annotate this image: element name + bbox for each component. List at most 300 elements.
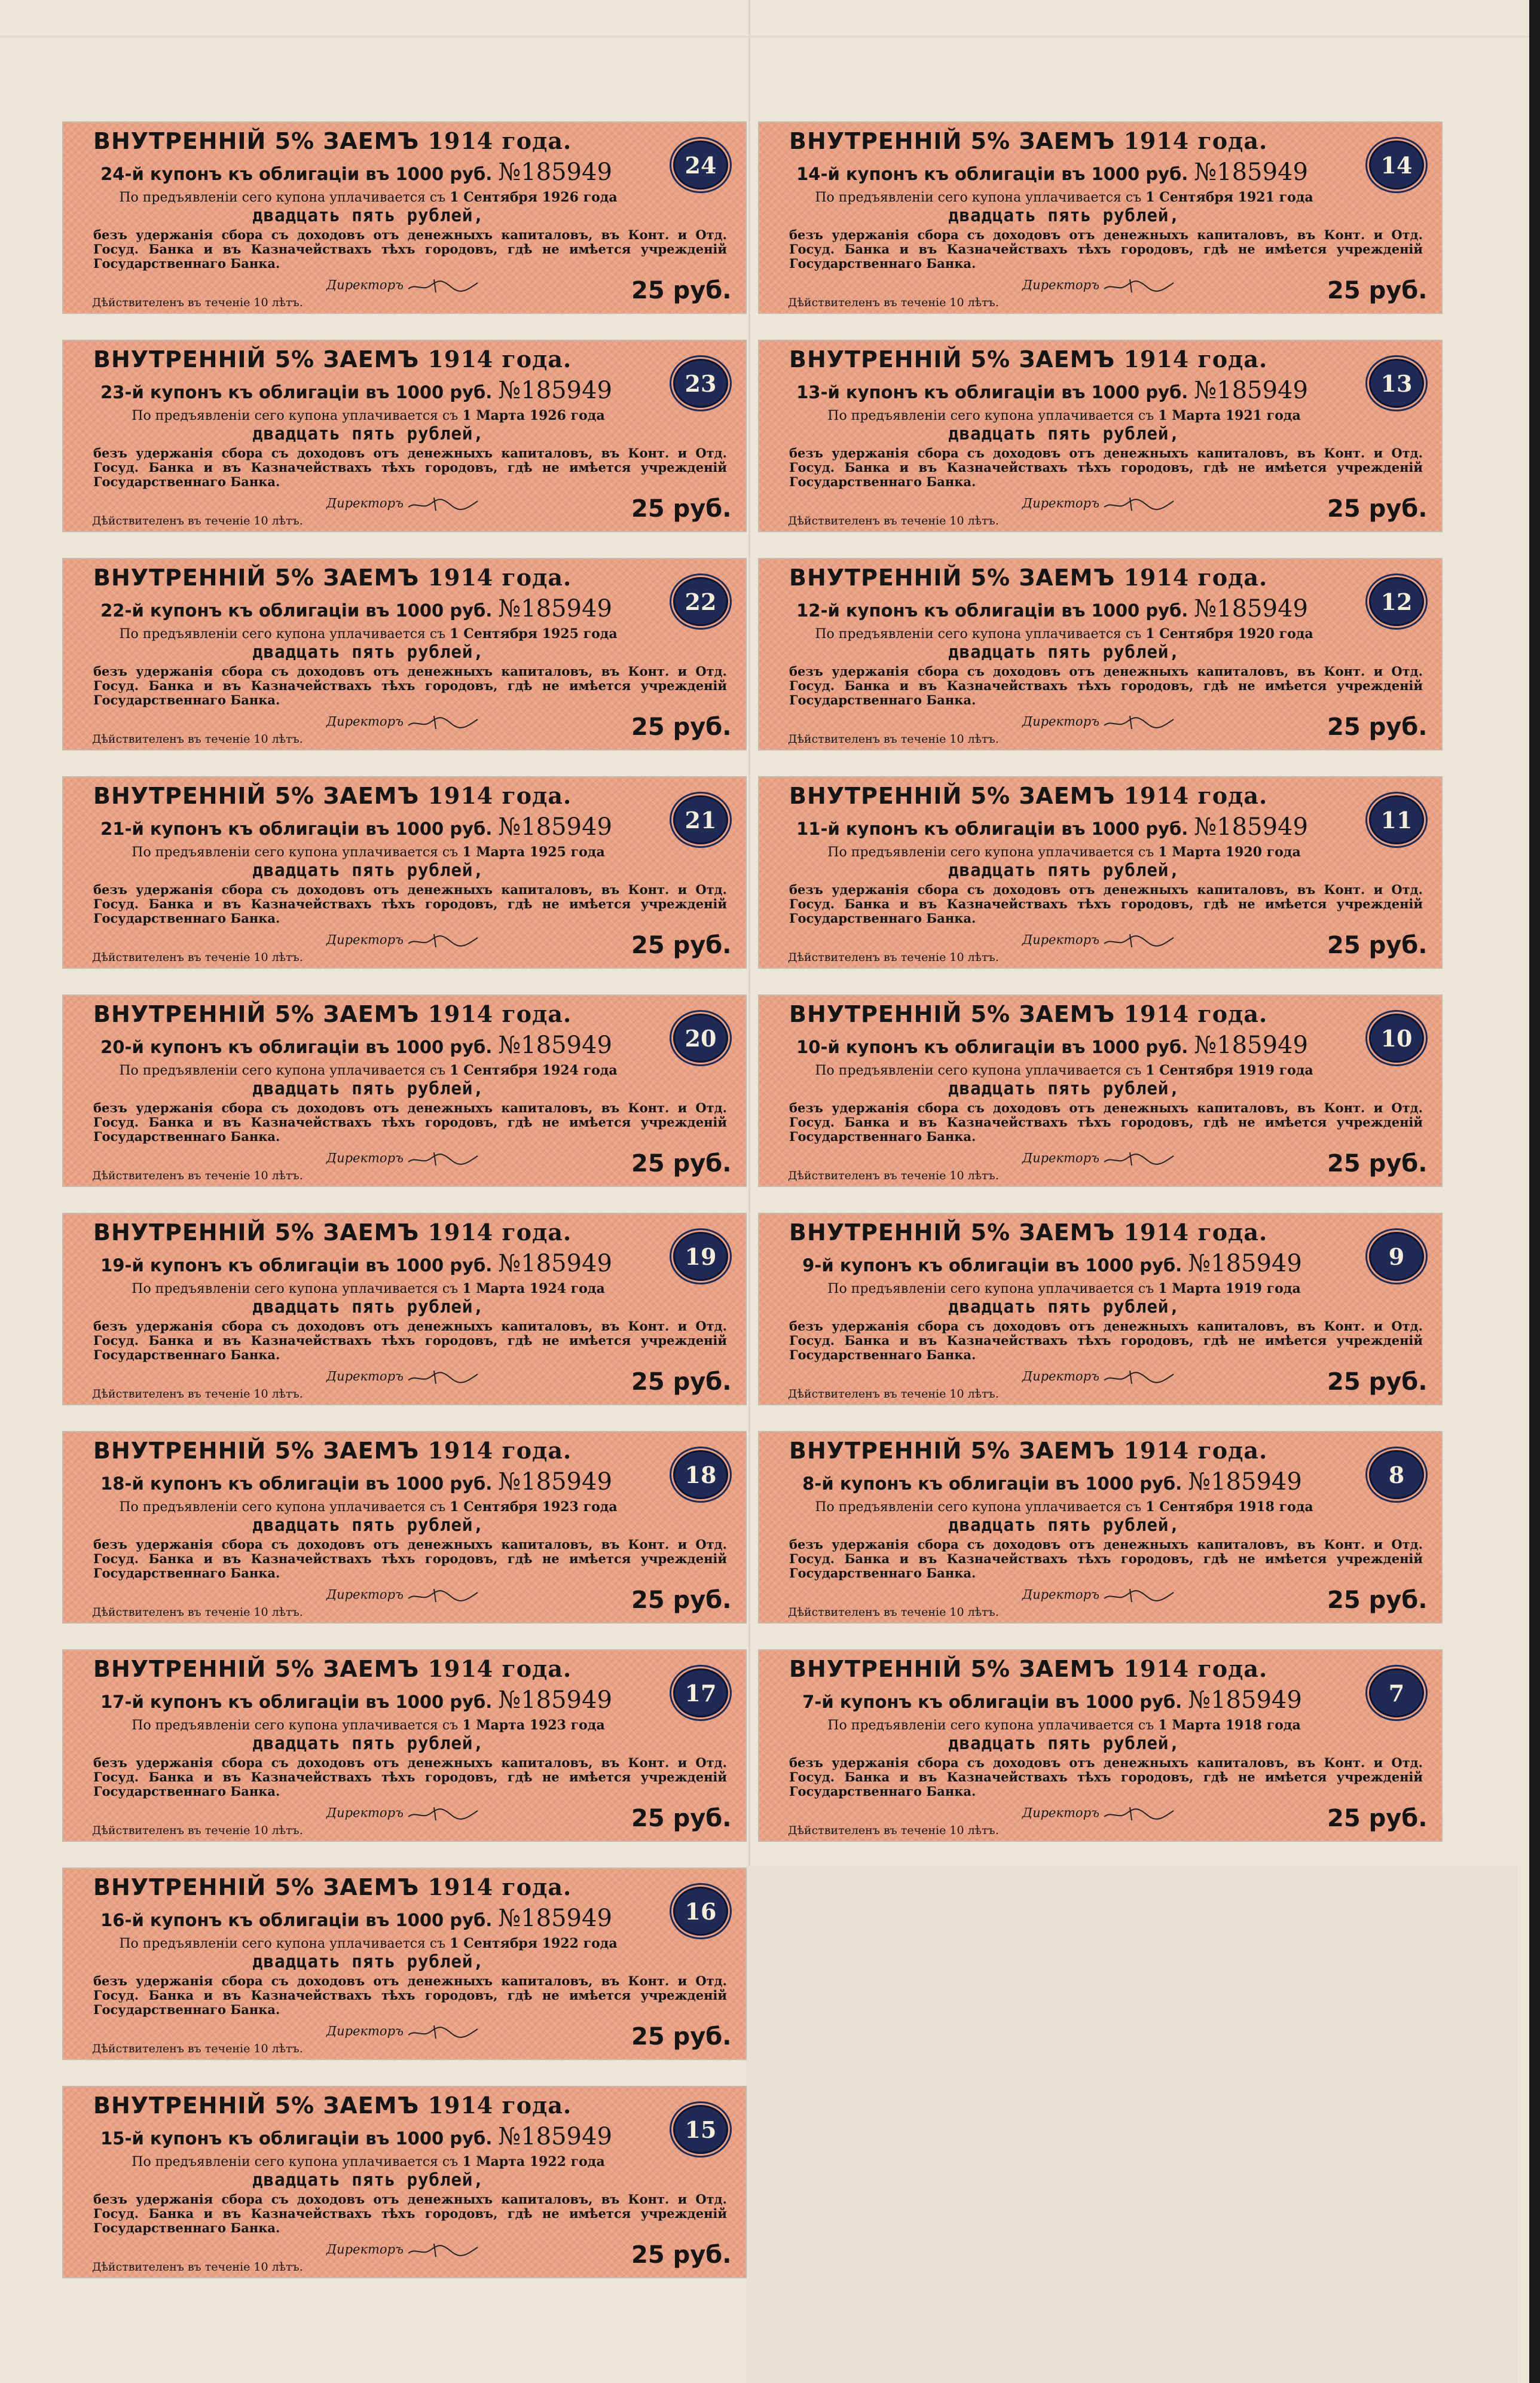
validity-text: Дѣйствителенъ въ теченіе 10 лѣтъ. [788,296,999,309]
coupon-ordinal: 16-й [100,1910,144,1930]
director-signature [326,1805,479,1823]
signature-icon [1103,1368,1175,1386]
redeem-date: 1 Сентября 1919 года [1145,1063,1313,1078]
amount-words: двадцать пять рублей, [252,642,484,662]
validity-text: Дѣйствителенъ въ теченіе 10 лѣтъ. [92,296,303,309]
redeem-line [81,626,655,642]
amount-words: двадцать пять рублей, [948,860,1180,880]
redeem-line [777,1717,1351,1733]
validity-text: Дѣйствителенъ въ теченіе 10 лѣтъ. [788,1824,999,1837]
coupon-price: 25 руб. [631,932,732,959]
redeem-prefix: По предъявленіи сего купона уплачивается съ [827,845,1154,860]
coupon-heading-text: ВНУТРЕННІЙ 5% ЗАЕМЪ [93,1001,420,1027]
validity-text: Дѣйствителенъ въ теченіе 10 лѣтъ. [92,733,303,746]
amount-words: двадцать пять рублей, [948,1515,1180,1535]
redeem-prefix: По предъявленіи сего купона уплачивается съ [132,408,459,423]
serial-number: №185949 [1194,1032,1308,1059]
coupon-price: 25 руб. [631,1368,732,1396]
director-signature [1022,495,1175,513]
director-label: Директоръ [326,714,404,729]
coupon-heading [789,1437,1309,1464]
director-label: Директоръ [1022,1151,1100,1165]
coupon-12 [758,558,1443,750]
coupon-ordinal: 22-й [100,600,144,621]
coupon-ordinal: 7-й [802,1692,834,1712]
director-signature [1022,1368,1175,1386]
redeem-date: 1 Сентября 1920 года [1145,626,1313,642]
coupon-heading-text: ВНУТРЕННІЙ 5% ЗАЕМЪ [93,128,420,154]
coupon-ordinal: 13-й [796,382,840,402]
director-label: Директоръ [326,1151,404,1165]
director-signature [1022,932,1175,950]
coupon-suffix: купонъ къ облигаціи въ 1000 руб. [839,1473,1182,1494]
signature-icon [407,1586,479,1604]
redeem-prefix: По предъявленіи сего купона уплачивается съ [132,1281,459,1296]
coupon-heading-text: ВНУТРЕННІЙ 5% ЗАЕМЪ [789,1219,1116,1246]
coupon-heading-text: ВНУТРЕННІЙ 5% ЗАЕМЪ [789,783,1116,809]
signature-icon [1103,1805,1175,1823]
serial-number: №185949 [1188,1250,1302,1277]
detached-coupon-area [746,1866,1517,2383]
redeem-date: 1 Марта 1921 года [1158,408,1301,423]
coupon-number-badge: 14 [1369,141,1424,190]
coupon-suffix: купонъ къ облигаціи въ 1000 руб. [149,164,493,184]
redeem-line [81,1281,655,1296]
validity-text: Дѣйствителенъ въ теченіе 10 лѣтъ. [92,2260,303,2274]
serial-number: №185949 [498,1032,612,1059]
coupon-price: 25 руб. [631,1150,732,1177]
coupon-heading [93,1874,613,1900]
coupon-number-badge: 22 [673,577,728,626]
coupon-body-text: безъ удержанія сбора съ доходовъ отъ денежныхъ капиталовъ, въ Конт. и Отд. Госуд. Банка и въ Казначействахъ тѣхъ городовъ, гдѣ не имѣется учрежденій Государственнаго Банка. [93,1100,727,1144]
coupon-body-text: безъ удержанія сбора съ доходовъ отъ денежныхъ капиталовъ, въ Конт. и Отд. Госуд. Банка и въ Казначействахъ тѣхъ городовъ, гдѣ не имѣется учрежденій Государственнаго Банка. [93,446,727,489]
amount-words: двадцать пять рублей, [252,860,484,880]
coupon-suffix: купонъ къ облигаціи въ 1000 руб. [149,382,493,402]
redeem-prefix: По предъявленіи сего купона уплачивается съ [827,1281,1154,1296]
amount-words: двадцать пять рублей, [252,1515,484,1535]
coupon-ordinal: 24-й [100,164,144,184]
coupon-heading-text: ВНУТРЕННІЙ 5% ЗАЕМЪ [789,346,1116,373]
validity-text: Дѣйствителенъ въ теченіе 10 лѣтъ. [788,951,999,964]
coupon-ordinal: 12-й [796,600,840,621]
redeem-line [777,1063,1351,1078]
redeem-line [81,844,655,860]
amount-words: двадцать пять рублей, [252,1951,484,1972]
coupon-title-line [93,1686,619,1714]
director-signature [326,713,479,731]
amount-words: двадцать пять рублей, [948,1733,1180,1753]
director-signature [1022,1586,1175,1604]
coupon-heading [93,1000,613,1027]
coupon-body-text: безъ удержанія сбора съ доходовъ отъ денежныхъ капиталовъ, въ Конт. и Отд. Госуд. Банка и въ Казначействахъ тѣхъ городовъ, гдѣ не имѣется учрежденій Государственнаго Банка. [93,664,727,707]
coupon-year: 1914 года. [1123,782,1268,809]
amount-words: двадцать пять рублей, [948,642,1180,662]
redeem-prefix: По предъявленіи сего купона уплачивается съ [827,1718,1154,1733]
redeem-line [777,1499,1351,1515]
coupon-year: 1914 года. [1123,1219,1268,1246]
redeem-prefix: По предъявленіи сего купона уплачивается съ [815,190,1142,205]
coupon-heading [93,346,613,373]
coupon-price: 25 руб. [1327,1805,1428,1832]
director-signature [1022,1805,1175,1823]
coupon-body-text: безъ удержанія сбора съ доходовъ отъ денежныхъ капиталовъ, въ Конт. и Отд. Госуд. Банка и въ Казначействахъ тѣхъ городовъ, гдѣ не имѣется учрежденій Государственнаго Банка. [789,1537,1423,1580]
coupon-number-badge: 20 [673,1014,728,1063]
redeem-prefix: По предъявленіи сего купона уплачивается съ [119,190,446,205]
coupon-24 [62,121,747,314]
coupon-20 [62,994,747,1187]
director-signature [326,2023,479,2041]
coupon-heading [93,2092,613,2119]
validity-text: Дѣйствителенъ въ теченіе 10 лѣтъ. [92,2042,303,2055]
coupon-ordinal: 23-й [100,382,144,402]
coupon-ordinal: 20-й [100,1037,144,1057]
coupon-body-text: безъ удержанія сбора съ доходовъ отъ денежныхъ капиталовъ, въ Конт. и Отд. Госуд. Банка и въ Казначействахъ тѣхъ городовъ, гдѣ не имѣется учрежденій Государственнаго Банка. [93,1973,727,2017]
coupon-price: 25 руб. [1327,495,1428,523]
redeem-line [777,626,1351,642]
redeem-line [777,844,1351,860]
coupon-body-text: безъ удержанія сбора съ доходовъ отъ денежныхъ капиталовъ, въ Конт. и Отд. Госуд. Банка и въ Казначействахъ тѣхъ городовъ, гдѣ не имѣется учрежденій Государственнаго Банка. [93,2192,727,2235]
coupon-number-badge: 15 [673,2105,728,2154]
signature-icon [407,495,479,513]
coupon-7 [758,1649,1443,1842]
amount-words: двадцать пять рублей, [252,205,484,225]
serial-number: №185949 [1194,813,1308,841]
serial-number: №185949 [498,1686,612,1714]
signature-icon [407,1805,479,1823]
coupon-year: 1914 года. [427,782,572,809]
coupon-heading [789,1655,1309,1682]
coupon-price: 25 руб. [1327,932,1428,959]
coupon-number-badge: 10 [1369,1014,1424,1063]
coupon-heading [93,782,613,809]
coupon-number-badge: 13 [1369,359,1424,408]
coupon-8 [758,1431,1443,1624]
coupon-title-line [93,377,619,404]
validity-text: Дѣйствителенъ въ теченіе 10 лѣтъ. [788,733,999,746]
coupon-heading-text: ВНУТРЕННІЙ 5% ЗАЕМЪ [93,2092,420,2119]
redeem-prefix: По предъявленіи сего купона уплачивается съ [815,1063,1142,1078]
coupon-ordinal: 17-й [100,1692,144,1712]
signature-icon [407,2023,479,2041]
director-label: Директоръ [1022,714,1100,729]
coupon-suffix: купонъ къ облигаціи въ 1000 руб. [149,1255,493,1276]
director-signature [326,1150,479,1168]
signature-icon [407,713,479,731]
validity-text: Дѣйствителенъ въ теченіе 10 лѣтъ. [92,1169,303,1182]
coupon-body-text: безъ удержанія сбора съ доходовъ отъ денежныхъ капиталовъ, въ Конт. и Отд. Госуд. Банка и въ Казначействахъ тѣхъ городовъ, гдѣ не имѣется учрежденій Государственнаго Банка. [789,1319,1423,1362]
coupon-year: 1914 года. [427,1000,572,1027]
coupon-number-badge: 12 [1369,577,1424,626]
redeem-date: 1 Сентября 1925 года [450,626,618,642]
coupon-suffix: купонъ къ облигаціи въ 1000 руб. [839,1255,1182,1276]
coupon-heading [789,1219,1309,1246]
coupon-title-line [789,1468,1315,1496]
coupon-year: 1914 года. [427,1874,572,1900]
validity-text: Дѣйствителенъ въ теченіе 10 лѣтъ. [788,1169,999,1182]
coupon-year: 1914 года. [427,564,572,591]
coupon-ordinal: 14-й [796,164,840,184]
coupon-heading-text: ВНУТРЕННІЙ 5% ЗАЕМЪ [93,1874,420,1900]
director-label: Директоръ [1022,1369,1100,1384]
coupon-year: 1914 года. [427,346,572,373]
coupon-suffix: купонъ къ облигаціи въ 1000 руб. [149,1037,493,1057]
coupon-price: 25 руб. [631,277,732,304]
amount-words: двадцать пять рублей, [252,1296,484,1317]
signature-icon [407,1368,479,1386]
redeem-date: 1 Марта 1922 года [462,2154,605,2170]
coupon-body-text: безъ удержанія сбора съ доходовъ отъ денежныхъ капиталовъ, въ Конт. и Отд. Госуд. Банка и въ Казначействахъ тѣхъ городовъ, гдѣ не имѣется учрежденій Государственнаго Банка. [789,446,1423,489]
coupon-price: 25 руб. [1327,1586,1428,1614]
redeem-date: 1 Марта 1924 года [462,1281,605,1296]
redeem-prefix: По предъявленіи сего купона уплачивается съ [827,408,1154,423]
coupon-heading [93,1219,613,1246]
coupon-suffix: купонъ къ облигаціи въ 1000 руб. [149,1910,493,1930]
coupon-body-text: безъ удержанія сбора съ доходовъ отъ денежныхъ капиталовъ, въ Конт. и Отд. Госуд. Банка и въ Казначействахъ тѣхъ городовъ, гдѣ не имѣется учрежденій Государственнаго Банка. [93,1537,727,1580]
coupon-title-line [93,2123,619,2150]
amount-words: двадцать пять рублей, [948,205,1180,225]
redeem-line [81,408,655,423]
coupon-number-badge: 9 [1369,1232,1424,1281]
serial-number: №185949 [498,158,612,186]
amount-words: двадцать пять рублей, [948,1078,1180,1099]
coupon-number-badge: 8 [1369,1450,1424,1499]
director-label: Директоръ [326,1587,404,1602]
coupon-heading [789,564,1309,591]
coupon-suffix: купонъ къ облигаціи въ 1000 руб. [845,164,1188,184]
coupon-year: 1914 года. [1123,346,1268,373]
coupon-suffix: купонъ къ облигаціи въ 1000 руб. [845,1037,1188,1057]
serial-number: №185949 [498,2123,612,2150]
coupon-heading [93,1437,613,1464]
redeem-date: 1 Сентября 1924 года [450,1063,618,1078]
coupon-heading [93,127,613,154]
coupon-price: 25 руб. [1327,1150,1428,1177]
director-signature [1022,277,1175,295]
director-label: Директоръ [1022,1587,1100,1602]
coupon-heading-text: ВНУТРЕННІЙ 5% ЗАЕМЪ [93,565,420,591]
serial-number: №185949 [498,1468,612,1496]
validity-text: Дѣйствителенъ въ теченіе 10 лѣтъ. [92,1387,303,1400]
coupon-ordinal: 18-й [100,1473,144,1494]
signature-icon [1103,277,1175,295]
coupon-heading [93,564,613,591]
coupon-number-badge: 24 [673,141,728,190]
coupon-body-text: безъ удержанія сбора съ доходовъ отъ денежныхъ капиталовъ, въ Конт. и Отд. Госуд. Банка и въ Казначействахъ тѣхъ городовъ, гдѣ не имѣется учрежденій Государственнаго Банка. [789,882,1423,926]
serial-number: №185949 [498,595,612,623]
coupon-9 [758,1213,1443,1405]
director-label: Директоръ [1022,277,1100,292]
director-label: Директоръ [326,277,404,292]
coupon-number-badge: 19 [673,1232,728,1281]
coupon-year: 1914 года. [427,1219,572,1246]
coupon-title-line [93,1905,619,1932]
redeem-line [777,408,1351,423]
serial-number: №185949 [498,813,612,841]
coupon-heading [789,1000,1309,1027]
coupon-year: 1914 года. [427,127,572,154]
validity-text: Дѣйствителенъ въ теченіе 10 лѣтъ. [788,1387,999,1400]
redeem-prefix: По предъявленіи сего купона уплачивается съ [119,627,446,642]
coupon-heading-text: ВНУТРЕННІЙ 5% ЗАЕМЪ [93,1656,420,1682]
redeem-prefix: По предъявленіи сего купона уплачивается съ [815,627,1142,642]
coupon-ordinal: 9-й [802,1255,834,1276]
coupon-body-text: безъ удержанія сбора съ доходовъ отъ денежныхъ капиталовъ, въ Конт. и Отд. Госуд. Банка и въ Казначействахъ тѣхъ городовъ, гдѣ не имѣется учрежденій Государственнаго Банка. [789,1755,1423,1799]
amount-words: двадцать пять рублей, [948,1296,1180,1317]
coupon-price: 25 руб. [631,2023,732,2051]
coupon-title-line [93,1468,619,1496]
coupon-year: 1914 года. [427,1437,572,1464]
coupon-price: 25 руб. [631,2241,732,2269]
director-label: Директоръ [1022,496,1100,511]
validity-text: Дѣйствителенъ въ теченіе 10 лѣтъ. [92,1606,303,1619]
coupon-year: 1914 года. [1123,1000,1268,1027]
coupon-body-text: безъ удержанія сбора съ доходовъ отъ денежныхъ капиталовъ, въ Конт. и Отд. Госуд. Банка и въ Казначействахъ тѣхъ городовъ, гдѣ не имѣется учрежденій Государственнаго Банка. [789,664,1423,707]
coupon-title-line [789,1686,1315,1714]
director-label: Директоръ [1022,932,1100,947]
coupon-heading-text: ВНУТРЕННІЙ 5% ЗАЕМЪ [789,565,1116,591]
coupon-body-text: безъ удержанія сбора съ доходовъ отъ денежныхъ капиталовъ, въ Конт. и Отд. Госуд. Банка и въ Казначействахъ тѣхъ городовъ, гдѣ не имѣется учрежденій Государственнаго Банка. [93,1319,727,1362]
coupon-ordinal: 21-й [100,819,144,839]
coupon-title-line [789,813,1315,841]
coupon-suffix: купонъ къ облигаціи въ 1000 руб. [149,600,493,621]
coupon-title-line [93,813,619,841]
serial-number: №185949 [1194,595,1308,623]
coupon-ordinal: 10-й [796,1037,840,1057]
coupon-15 [62,2086,747,2278]
director-signature [1022,713,1175,731]
coupon-number-badge: 17 [673,1668,728,1717]
coupon-heading-text: ВНУТРЕННІЙ 5% ЗАЕМЪ [93,1219,420,1246]
amount-words: двадцать пять рублей, [948,423,1180,444]
redeem-line [81,2154,655,2170]
coupon-18 [62,1431,747,1624]
redeem-line [81,1499,655,1515]
coupon-10 [758,994,1443,1187]
coupon-price: 25 руб. [631,1805,732,1832]
director-label: Директоръ [326,496,404,511]
coupon-body-text: безъ удержанія сбора съ доходовъ отъ денежныхъ капиталовъ, въ Конт. и Отд. Госуд. Банка и въ Казначействахъ тѣхъ городовъ, гдѣ не имѣется учрежденій Государственнаго Банка. [789,227,1423,271]
coupon-title-line [93,158,619,186]
signature-icon [1103,1586,1175,1604]
redeem-date: 1 Сентября 1922 года [450,1936,618,1951]
coupon-number-badge: 11 [1369,795,1424,844]
director-signature [326,1368,479,1386]
director-signature [1022,1150,1175,1168]
redeem-prefix: По предъявленіи сего купона уплачивается съ [119,1063,446,1078]
coupon-price: 25 руб. [631,495,732,523]
serial-number: №185949 [1194,377,1308,404]
coupon-11 [758,776,1443,969]
redeem-date: 1 Марта 1926 года [462,408,605,423]
fold-line-horizontal [0,36,1540,38]
serial-number: №185949 [498,1905,612,1932]
coupon-suffix: купонъ къ облигаціи въ 1000 руб. [839,1692,1182,1712]
serial-number: №185949 [498,377,612,404]
coupon-heading-text: ВНУТРЕННІЙ 5% ЗАЕМЪ [789,128,1116,154]
coupon-heading-text: ВНУТРЕННІЙ 5% ЗАЕМЪ [93,346,420,373]
amount-words: двадцать пять рублей, [252,423,484,444]
signature-icon [1103,495,1175,513]
redeem-date: 1 Сентября 1923 года [450,1499,618,1515]
signature-icon [407,932,479,950]
coupon-number-badge: 16 [673,1887,728,1936]
coupon-title-line [789,377,1315,404]
signature-icon [407,277,479,295]
director-label: Директоръ [326,1805,404,1820]
coupon-title-line [789,158,1315,186]
redeem-date: 1 Марта 1919 года [1158,1281,1301,1296]
director-signature [326,277,479,295]
signature-icon [1103,713,1175,731]
coupon-heading-text: ВНУТРЕННІЙ 5% ЗАЕМЪ [789,1656,1116,1682]
director-label: Директоръ [1022,1805,1100,1820]
coupon-22 [62,558,747,750]
coupon-suffix: купонъ къ облигаціи въ 1000 руб. [845,819,1188,839]
coupon-suffix: купонъ къ облигаціи въ 1000 руб. [149,819,493,839]
coupon-23 [62,340,747,532]
redeem-prefix: По предъявленіи сего купона уплачивается съ [132,845,459,860]
coupon-17 [62,1649,747,1842]
coupon-heading-text: ВНУТРЕННІЙ 5% ЗАЕМЪ [789,1438,1116,1464]
redeem-date: 1 Марта 1920 года [1158,844,1301,860]
coupon-heading-text: ВНУТРЕННІЙ 5% ЗАЕМЪ [93,1438,420,1464]
coupon-suffix: купонъ къ облигаціи въ 1000 руб. [149,1692,493,1712]
coupon-heading-text: ВНУТРЕННІЙ 5% ЗАЕМЪ [789,1001,1116,1027]
coupon-title-line [93,1032,619,1059]
redeem-prefix: По предъявленіи сего купона уплачивается съ [132,2155,459,2170]
serial-number: №185949 [1188,1686,1302,1714]
signature-icon [1103,932,1175,950]
coupon-heading [789,127,1309,154]
redeem-prefix: По предъявленіи сего купона уплачивается съ [119,1936,446,1951]
director-label: Директоръ [326,932,404,947]
director-label: Директоръ [326,2242,404,2257]
coupon-14 [758,121,1443,314]
coupon-suffix: купонъ къ облигаціи въ 1000 руб. [149,2128,493,2149]
redeem-line [777,190,1351,205]
director-signature [326,932,479,950]
coupon-year: 1914 года. [427,2092,572,2119]
serial-number: №185949 [1188,1468,1302,1496]
redeem-date: 1 Марта 1918 года [1158,1717,1301,1733]
coupon-number-badge: 23 [673,359,728,408]
redeem-date: 1 Сентября 1921 года [1145,190,1313,205]
director-signature [326,1586,479,1604]
coupon-ordinal: 11-й [796,819,840,839]
director-label: Директоръ [326,1369,404,1384]
coupon-year: 1914 года. [1123,564,1268,591]
coupon-title-line [93,595,619,623]
coupon-year: 1914 года. [1123,1655,1268,1682]
coupon-suffix: купонъ къ облигаціи въ 1000 руб. [149,1473,493,1494]
director-label: Директоръ [326,2024,404,2039]
coupon-13 [758,340,1443,532]
coupon-19 [62,1213,747,1405]
coupon-price: 25 руб. [631,1586,732,1614]
redeem-prefix: По предъявленіи сего купона уплачивается съ [815,1500,1142,1515]
coupon-number-badge: 18 [673,1450,728,1499]
coupon-title-line [93,1250,619,1277]
coupon-title-line [789,1250,1315,1277]
redeem-line [81,1717,655,1733]
redeem-prefix: По предъявленіи сего купона уплачивается съ [132,1718,459,1733]
coupon-heading [789,782,1309,809]
coupon-heading [789,346,1309,373]
redeem-date: 1 Марта 1925 года [462,844,605,860]
redeem-line [777,1281,1351,1296]
coupon-year: 1914 года. [427,1655,572,1682]
director-signature [326,495,479,513]
